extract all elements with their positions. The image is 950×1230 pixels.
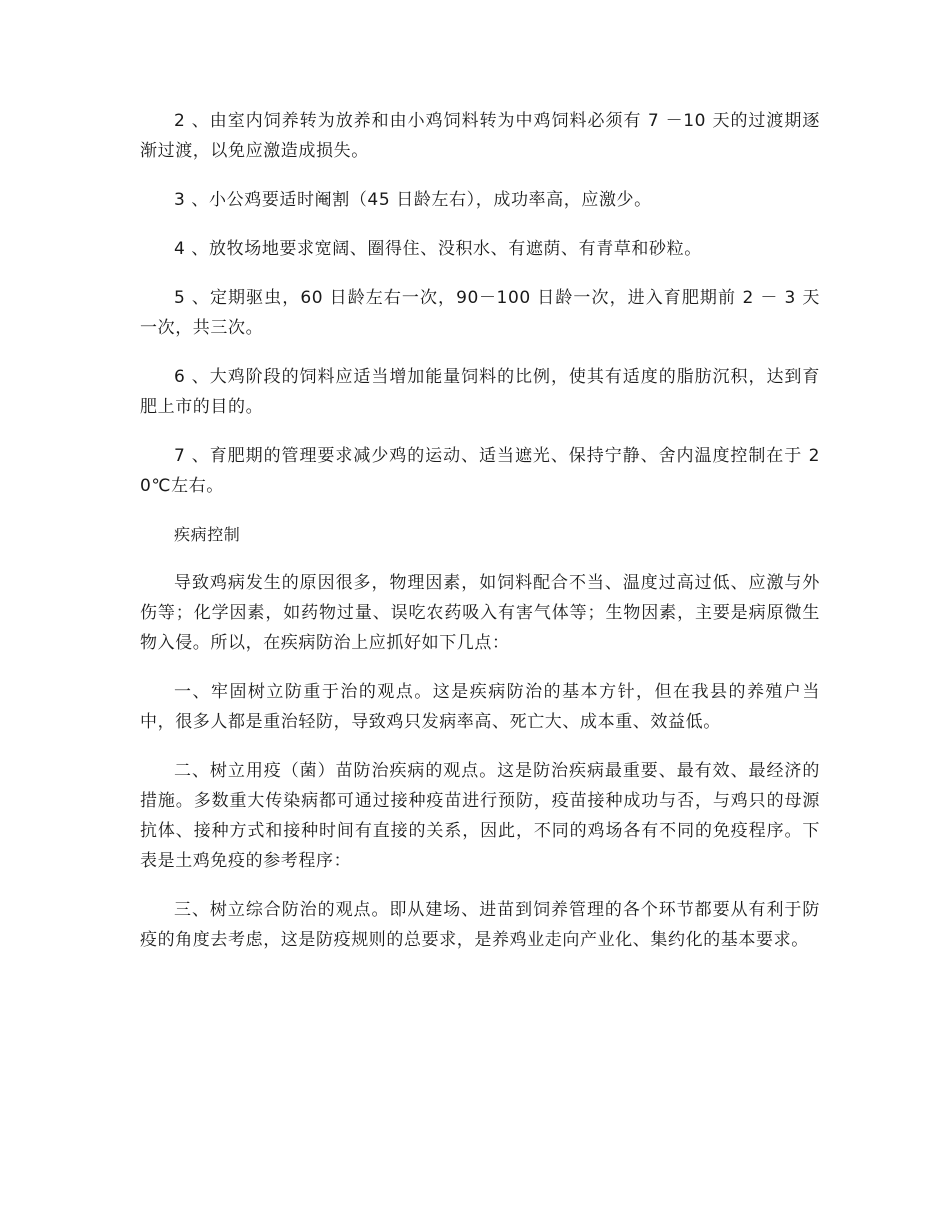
paragraph-step-6: 6 、大鸡阶段的饲料应适当增加能量饲料的比例，使其有适度的脂肪沉积，达到育肥上市的目的。 — [140, 367, 820, 417]
paragraph-prevention-first: 一、牢固树立防重于治的观点。这是疾病防治的基本方针，但在我县的养殖户当中，很多人都是重治轻防，导致鸡只发病率高、死亡大、成本重、效益低。 — [140, 682, 820, 732]
paragraph-step-2: 2 、由室内饲养转为放养和由小鸡饲料转为中鸡饲料必须有 7 －10 天的过渡期逐渐过渡，以免应激造成损失。 — [140, 111, 820, 161]
paragraph-disease-causes: 导致鸡病发生的原因很多，物理因素，如饲料配合不当、温度过高过低、应激与外伤等；化学因素，如药物过量、误吃农药吸入有害气体等；生物因素，主要是病原微生物入侵。所以，在疾病防治上应抓好如下几点： — [140, 573, 820, 653]
paragraph-vaccine-prevention: 二、树立用疫（菌）苗防治疾病的观点。这是防治疾病最重要、最有效、最经济的措施。多数重大传染病都可通过接种疫苗进行预防，疫苗接种成功与否，与鸡只的母源抗体、接种方式和接种时间有直接的关系，因此，不同的鸡场各有不同的免疫程序。下表是土鸡免疫的参考程序： — [140, 761, 820, 871]
paragraph-comprehensive-prevention: 三、树立综合防治的观点。即从建场、进苗到饲养管理的各个环节都要从有利于防疫的角度去考虑，这是防疫规则的总要求，是养鸡业走向产业化、集约化的基本要求。 — [140, 900, 820, 950]
section-heading-disease-control: 疾病控制 — [174, 525, 241, 544]
paragraph-step-3: 3 、小公鸡要适时阉割（45 日龄左右），成功率高，应激少。 — [174, 190, 652, 210]
paragraph-step-4: 4 、放牧场地要求宽阔、圈得住、没积水、有遮荫、有青草和砂粒。 — [174, 239, 702, 259]
paragraph-step-5: 5 、定期驱虫，60 日龄左右一次，90－100 日龄一次，进入育肥期前 2 － 3 天一次，共三次。 — [140, 288, 820, 338]
paragraph-step-7: 7 、育肥期的管理要求减少鸡的运动、适当遮光、保持宁静、舍内温度控制在于 20℃左右。 — [140, 446, 820, 496]
